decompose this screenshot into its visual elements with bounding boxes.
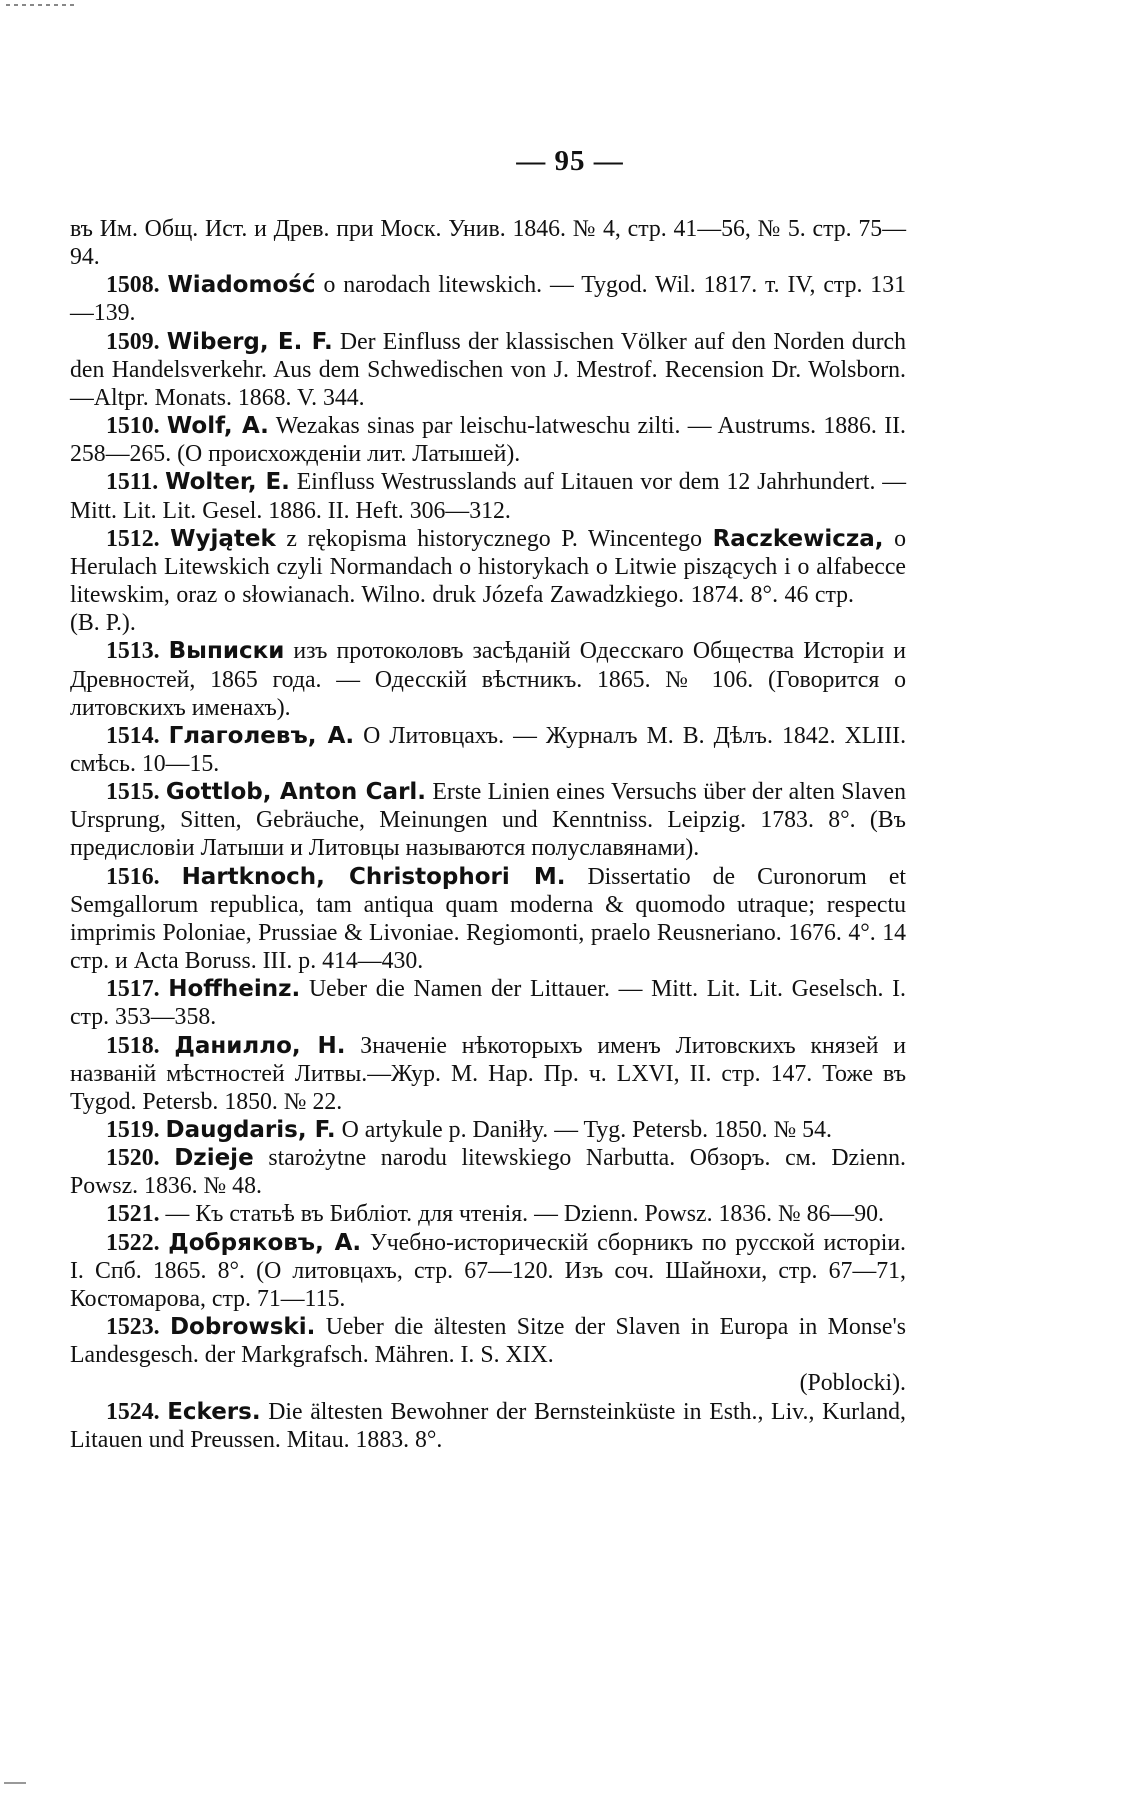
entry-author: Dobrowski. [169,1314,316,1341]
entry-number: 1510. [106,413,160,440]
entry-1522 [70,1229,906,1313]
entry-attribution: (Poblocki). [799,1370,906,1397]
entry-1516 [70,863,906,976]
entry-number: 1519. [106,1117,160,1143]
entry-text: o narodach litewskich. — Tygod. Wil. 1817. т. IV, стр. 131—139. [70,272,907,327]
entry-1519 [70,1116,906,1144]
bibliography-text [70,215,906,1454]
entry-author: Hartknoch, Christophori M. [181,863,566,890]
entry-number: 1512. [106,525,160,552]
entry-number: 1520. [106,1145,160,1172]
entry-1511 [70,468,906,524]
entry-1518 [70,1032,906,1116]
entry-1515 [70,778,906,862]
entry-number: 1516. [106,863,160,890]
entry-1520 [70,1144,906,1200]
entry-text: Учебно-историческій сборникъ по русской исторіи. I. Спб. 1865. 8°. (О литовцахъ, стр. 67—120. Изъ соч. Шайнохи, стр. 67—71, Костомарова, стр. 71—115. [70,1229,907,1312]
entry-number: 1513. [106,638,160,665]
entry-1509 [70,328,906,412]
entry-text: z rękopisma historycznego P. Wincentego [275,525,713,552]
entry-number: 1524. [106,1398,160,1425]
scan-artifact-top [6,4,76,6]
entry-author: Dzieje [174,1145,254,1172]
entry-author: Глаголевъ, А. [168,722,355,749]
entry-text: Die ältesten Bewohner der Bernsteinküste in Esth., Liv., Kurland, Litauen und Preussen. Mitau. 1883. 8°. [70,1398,906,1453]
entry-number: 1508. [106,272,160,299]
entry-1524 [70,1398,906,1454]
entry-author: Wyjątek [170,525,276,552]
entry-text: starożytne narodu litewskiego Narbutta. Обзоръ. см. Dzienn. Powsz. 1836. № 48. [70,1145,906,1200]
entry-number: 1515. [106,779,160,806]
entry-text: O artykule p. Daniłły. — Tyg. Petersb. 1850. № 54. [335,1117,832,1143]
entry-text: Wezakas sinas par leischu-latweschu zilti. — Austrums. 1886. II. 258—265. (О происхожденіи лит. Латышей). [70,413,906,468]
entry-author: Daugdaris, F. [165,1117,336,1143]
entry-1508 [70,271,906,327]
entry-author: Добряковъ, А. [168,1229,362,1256]
entry-number: 1509. [106,328,160,355]
entry-text: Значеніе нѣкоторыхъ именъ Литовскихъ князей и названій мѣстностей Литвы.—Жур. М. Нар. Пр. ч. LXVI, II. стр. 147. Тоже въ Tygod. Petersb. 1850. № 22. [70,1032,906,1115]
entry-number: 1514. [106,722,160,749]
entry-author: Данилло, Н. [174,1032,346,1059]
entry-text: Der Einfluss der klassischen Völker auf den Norden durch den Handelsverkehr. Aus dem Schwedischen von J. Mestrof. Recension Dr. Wolsborn.—Altpr. Monats. 1868. V. 344. [70,328,906,411]
entry-1521 [70,1200,906,1228]
entry-1512 [70,525,906,638]
entry-1514 [70,722,906,778]
entry-number: 1518. [106,1032,160,1059]
entry-author: Wolter, E. [165,469,290,496]
entry-author: Eckers. [167,1398,261,1425]
entry-text: Ueber die Namen der Littauer. — Mitt. Lit. Lit. Geselsch. I. стр. 353—358. [70,976,906,1031]
entry-author: Hoffheinz. [168,976,301,1003]
entry-text: Erste Linien eines Versuchs über der alten Slaven Ursprung, Sitten, Gebräuche, Meinungen und Kenntniss. Leipzig. 1783. 8°. (Въ предисловіи Латыши и Литовцы называются полуславянами). [70,779,907,862]
entry-1523 [70,1313,906,1369]
entry-number: 1523. [106,1314,160,1341]
entry-text: изъ протоколовъ засѣданій Одесскаго Общества Исторіи и Древностей, 1865 года. — Одесскій вѣстникъ. 1865. № 106. (Говорится о литовскихъ именахъ). [70,638,906,721]
entry-text: Einfluss Westrusslands auf Litauen vor dem 12 Jahrhundert. — Mitt. Lit. Lit. Gesel. 1886. II. Heft. 306—312. [70,469,907,524]
entry-text: — Къ статьѣ въ Библіот. для чтенія. — Dzienn. Powsz. 1836. № 86—90. [165,1201,884,1228]
entry-initials: (В. Р.). [70,610,136,637]
entry-text: Ueber die ältesten Sitze der Slaven in Europa in Monse's Landesgesch. der Markgrafsch. Mähren. I. S. XIX. [70,1314,906,1369]
entry-1517 [70,975,906,1031]
entry-1513 [70,637,906,721]
entry-author: Gottlob, Anton Carl. [165,779,427,806]
entry-number: 1511. [106,469,159,496]
entry-text-rest: o Herulach Litewskich czyli Normandach o historykach o Litwie piszących i o alfabecce litewskim, oraz o słowianach. Wilno. druk Józefa Zawadzkiego. 1874. 8°. 46 стр. [70,525,906,609]
entry-author: Wolf, A. [166,413,269,440]
entry-number: 1521. [106,1201,160,1228]
entry-1523-attribution [70,1369,906,1397]
entry-author: Wiberg, E. F. [166,328,333,355]
entry-author: Wiadomość [167,272,316,299]
entry-author: Выписки [168,638,285,665]
entry-continuation [70,215,906,271]
entry-author-secondary: Raczkewicza, [712,525,884,552]
entry-number: 1517. [106,976,160,1003]
entry-text: въ Им. Общ. Ист. и Древ. при Моск. Унив. 1846. № 4, стр. 41—56, № 5. стр. 75—94. [70,216,906,271]
page-number: — 95 — [516,145,624,177]
entry-1510 [70,412,906,468]
entry-text: О Литовцахъ. — Журналъ М. В. Дѣлъ. 1842. XLIII. смѣсь. 10—15. [70,722,907,777]
entry-text: Dissertatio de Curonorum et Semgallorum republica, tam antiqua quam moderna & quomodo utraque; respectu imprimis Poloniae, Prussiae & Livoniae. Regiomonti, praelo Reusneriano. 1676. 4°. 14 стр. и Acta Boruss. III. p. 414—430. [70,863,906,975]
entry-number: 1522. [106,1229,160,1256]
scan-artifact-bottom [4,1782,26,1784]
